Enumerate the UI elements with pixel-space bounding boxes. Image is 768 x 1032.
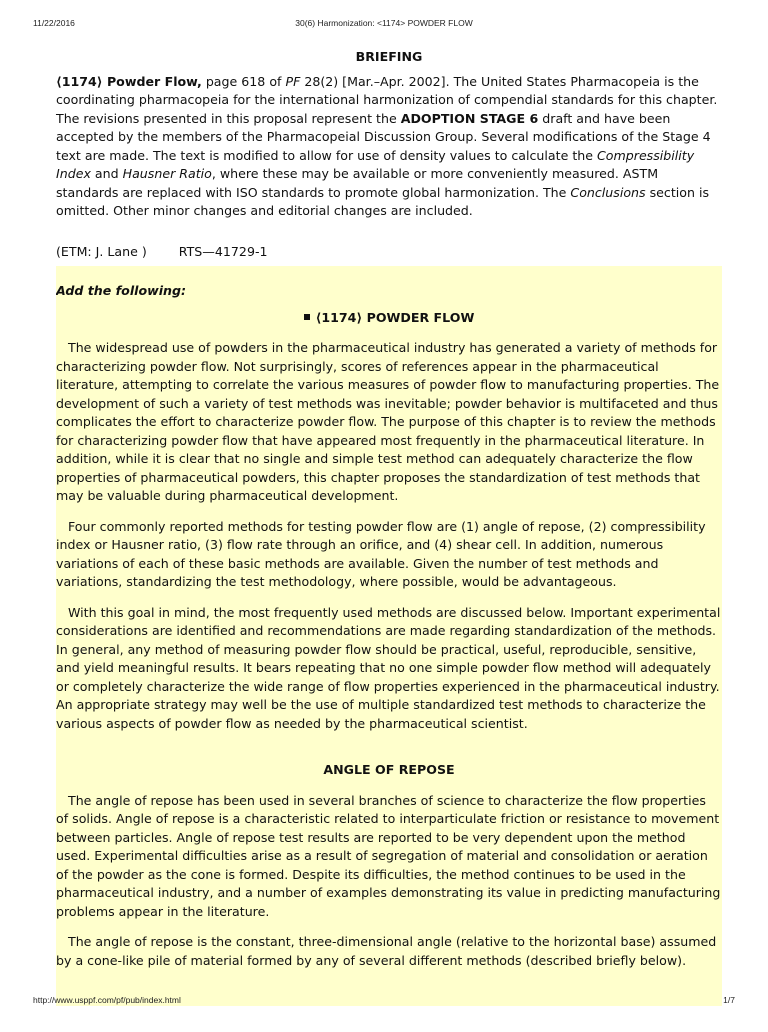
briefing-text-part: , where these may be available or more conveniently measured. ASTM standards are replaced with ISO standards to promote global harmonization. The	[56, 166, 659, 200]
briefing-text-part: 28(2) [Mar.–Apr. 2002]. The United States Pharmacopeia is the coordinating pharmacopeia for the international harmonization of compendial standards for this chapter. The revisions presented in this proposal represent the	[56, 73, 718, 126]
briefing-text-part: and	[90, 166, 123, 181]
briefing-text-part: draft and have been accepted by the members of the Pharmacopeial Discussion Group. Several modifications of the Stage 4 text are made. The text is modified to allow for use of density values to calculate the	[56, 110, 711, 163]
briefing-heading: BRIEFING	[355, 49, 423, 64]
page-number: 1/7	[723, 995, 735, 1005]
add-following-label: Add the following:	[56, 283, 187, 298]
added-text-box	[56, 266, 722, 1006]
angle-of-repose-heading: ANGLE OF REPOSE	[323, 762, 455, 777]
paragraph: The angle of repose has been used in several branches of science to characterize the flow properties of solids. Angle of repose is a characteristic related to interparticulate friction or resistance to movement between particles. Angle of repose test results are reported to be very dependent upon the method used. Experimental difficulties arise as a result of segregation of material and consolidation or aeration of the powder as the cone is formed. Despite its difficulties, the method continues to be used in the pharmaceutical industry, and a number of examples demonstrating its value in predicting manufacturing problems appear in the literature.	[56, 792, 721, 919]
pf-abbrev: PF	[285, 73, 301, 89]
briefing-section	[56, 48, 722, 261]
compressibility-index-term: Compressibility Index	[56, 147, 695, 181]
print-footer	[33, 995, 735, 1032]
conclusions-term: Conclusions	[570, 184, 646, 200]
briefing-text	[56, 73, 722, 221]
chapter-title	[56, 309, 722, 328]
square-bullet-icon	[304, 314, 310, 320]
page-url: http://www.usppf.com/pf/pub/index.html	[33, 995, 181, 1005]
hausner-ratio-term: Hausner Ratio	[122, 166, 212, 181]
etm-reference: (ETM: J. Lane )	[56, 243, 147, 259]
paragraph: The angle of repose is the constant, three-dimensional angle (relative to the horizontal base) assumed by a cone-like pile of material formed by any of several different methods (described briefly below).	[56, 934, 717, 968]
adoption-stage: ADOPTION STAGE 6	[400, 110, 539, 126]
briefing-text-part: page 618 of	[201, 73, 286, 89]
chapter-reference: ⟨1174⟩ Powder Flow,	[56, 73, 202, 89]
paragraph: With this goal in mind, the most frequently used methods are discussed below. Important experimental considerations are identified and recommendations are made regarding standardization of the methods. In general, any method of measuring powder flow should be practical, useful, reproducible, sensitive, and yield meaningful results. It bears repeating that no one simple powder flow method will adequately or completely characterize the wide range of flow properties experienced in the pharmaceutical industry. An appropriate strategy may well be the use of multiple standardized test methods to characterize the various aspects of powder flow as needed by the pharmaceutical scientist.	[56, 604, 721, 731]
paragraph: Four commonly reported methods for testing powder flow are (1) angle of repose, (2) compressibility index or Hausner ratio, (3) flow rate through an orifice, and (4) shear cell. In addition, numerous variations of each of these basic methods are available. Given the number of test methods and variations, standardizing the test methodology, where possible, would be advantageous.	[56, 518, 706, 589]
paragraph: The widespread use of powders in the pharmaceutical industry has generated a variety of methods for characterizing powder flow. Not surprisingly, scores of references appear in the pharmaceutical literature, attempting to correlate the various measures of powder flow to manufacturing properties. The development of such a variety of test methods was inevitable; powder behavior is multifaceted and thus complicates the effort to characterize powder flow. The purpose of this chapter is to review the methods for characterizing powder flow that have appeared most frequently in the pharmaceutical literature. In addition, while it is clear that no single and simple test method can adequately characterize the flow properties of pharmaceutical powders, this chapter proposes the standardization of test methods that may be valuable during pharmaceutical development.	[56, 340, 720, 503]
briefing-text-part: section is omitted. Other minor changes and editorial changes are included.	[56, 184, 710, 218]
print-title: 30(6) Harmonization: <1174> POWDER FLOW	[295, 18, 473, 28]
chapter-title-text: ⟨1174⟩ POWDER FLOW	[315, 309, 475, 325]
rts-number: RTS—41729-1	[178, 243, 268, 259]
print-date: 11/22/2016	[33, 18, 75, 28]
etm-line	[56, 243, 722, 262]
print-header	[33, 18, 735, 30]
